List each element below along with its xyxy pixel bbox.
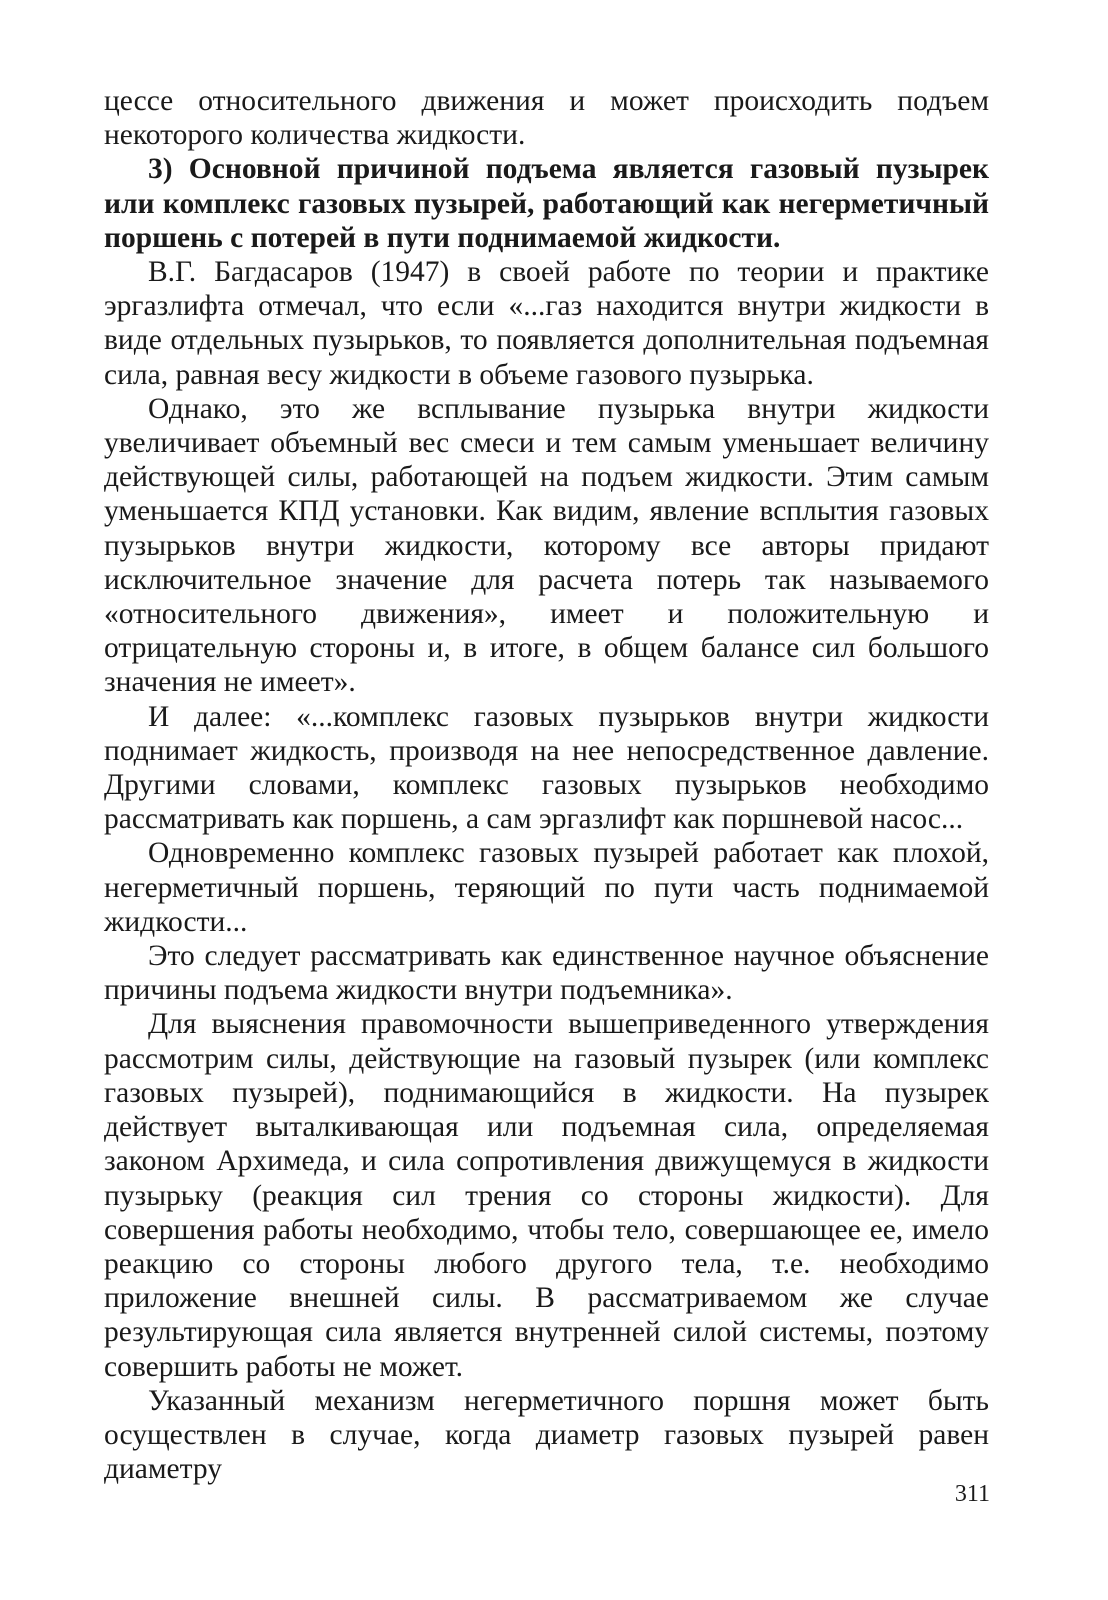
- page-number: 311: [954, 1481, 990, 1507]
- paragraph-however: Однако, это же всплывание пузырька внутри жидкости увеличивает объемный вес смеси и тем самым уменьшает величину действующей силы, работающей на подъем жидкости. Этим самым уменьшается КПД установки. Как видим, явление всплытия газовых пузырьков внутри жидкости, которому все авторы придают исключительное значение для расчета потерь так называемого «относительного движения», имеет и положительную и отрицательную стороны и, в итоге, в общем балансе сил большого значения не имеет».: [104, 392, 989, 699]
- paragraph-mechanism: Указанный механизм негерметичного поршня может быть осуществлен в случае, когда диаметр газовых пузырей равен диаметру: [104, 1384, 989, 1486]
- paragraph-bagdasarov: В.Г. Багдасаров (1947) в своей работе по теории и практике эргазлифта отмечал, что если «...газ находится внутри жидкости в виде отдельных пузырьков, то появляется дополнительная подъемная сила, равная весу жидкости в объеме газового пузырька.: [104, 256, 989, 391]
- paragraph-explanation: Это следует рассматривать как единственное научное объяснение причины подъема жидкости внутри подъемника».: [104, 940, 989, 1007]
- body-text: [104, 84, 989, 1486]
- paragraph-continuation: цессе относительного движения и может происходить подъем некоторого количества жидкости.: [104, 85, 989, 152]
- paragraph-bold-point-3: 3) Основной причиной подъема является газовый пузырек или комплекс газовых пузырей, работающий как негерметичный поршень с потерей в пути поднимаемой жидкости.: [104, 153, 989, 254]
- paragraph-further: И далее: «...комплекс газовых пузырьков внутри жидкости поднимает жидкость, производя на нее непосредственное давление. Другими словами, комплекс газовых пузырьков необходимо рассматривать как поршень, а сам эргазлифт как поршневой насос...: [104, 700, 989, 836]
- paragraph-simultaneously: Одновременно комплекс газовых пузырей работает как плохой, негерметичный поршень, теряющий по пути часть поднимаемой жидкости...: [104, 837, 989, 938]
- paragraph-forces: Для выяснения правомочности вышеприведенного утверждения рассмотрим силы, действующие на газовый пузырек (или комплекс газовых пузырей), поднимающийся в жидкости. На пузырек действует выталкивающая или подъемная сила, определяемая законом Архимеда, и сила сопротивления движущемуся в жидкости пузырьку (реакция сил трения со стороны жидкости). Для совершения работы необходимо, чтобы тело, совершающее ее, имело реакцию со стороны любого другого тела, т.е. необходимо приложение внешней силы. В рассматриваемом же случае результирующая сила является внутренней силой системы, поэтому совершить работы не может.: [104, 1008, 989, 1383]
